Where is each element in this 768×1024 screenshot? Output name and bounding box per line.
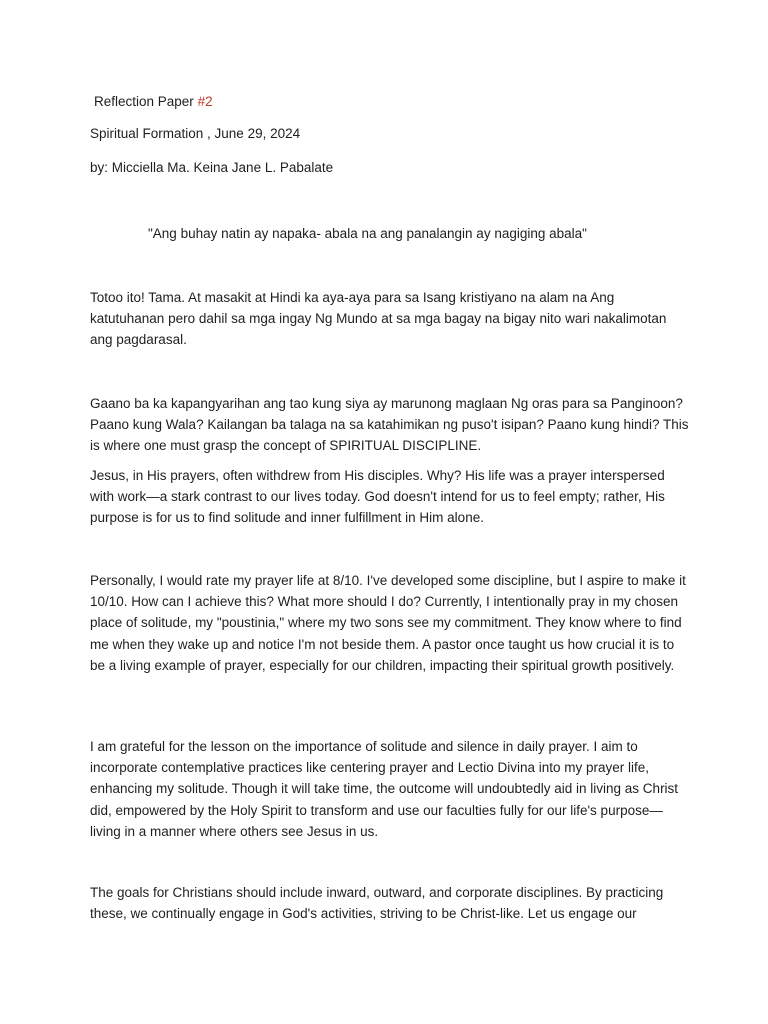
author-line: by: Micciella Ma. Keina Jane L. Pabalate <box>90 160 334 175</box>
quote-line: "Ang buhay natin ay napaka- abala na ang panalangin ay nagiging abala" <box>148 226 587 241</box>
paragraph-3: Jesus, in His prayers, often withdrew from His disciples. Why? His life was a prayer interspersed with work—a stark contrast to our lives today. God doesn't intend for us to feel empty; rather, His purpose is for us to find solitude and inner fulfillment in Him alone. <box>90 468 665 526</box>
subject-line: Spiritual Formation , June 29, 2024 <box>90 126 301 141</box>
paragraph-6: The goals for Christians should include inward, outward, and corporate disciplines. By practicing these, we continually engage in God's activities, striving to be Christ-like. Let us engage our <box>90 885 664 922</box>
document-title <box>94 91 213 112</box>
title-number: #2 <box>197 94 213 109</box>
paragraph-4: Personally, I would rate my prayer life at 8/10. I've developed some discipline, but I aspire to make it 10/10. How can I achieve this? What more should I do? Currently, I intentionally pray in my chosen place of solitude, my "poustinia," where my two sons see my commitment. They know where to find me when they wake up and notice I'm not beside them. A pastor once taught us how crucial it is to be a living example of prayer, especially for our children, impacting their spiritual growth positively. <box>90 573 686 673</box>
paragraph-2: Gaano ba ka kapangyarihan ang tao kung siya ay marunong maglaan Ng oras para sa Panginoon?Paano kung Wala? Kailangan ba talaga na sa katahimikan ng puso't isipan? Paano kung hindi? This is where one must grasp the concept of SPIRITUAL DISCIPLINE. <box>90 396 689 454</box>
title-prefix: Reflection Paper <box>94 94 198 109</box>
paragraph-5: I am grateful for the lesson on the importance of solitude and silence in daily prayer. I aim to incorporate contemplative practices like centering prayer and Lectio Divina into my prayer life, enhancing my solitude. Though it will take time, the outcome will undoubtedly aid in living as Christ did, empowered by the Holy Spirit to transform and use our faculties fully for our life's purpose—living in a manner where others see Jesus in us. <box>90 739 679 839</box>
paragraph-1: Totoo ito! Tama. At masakit at Hindi ka aya-aya para sa Isang kristiyano na alam na Ang katutuhanan pero dahil sa mga ingay Ng Mundo at sa mga bagay na bigay nito wari nakalimotan ang pagdarasal. <box>90 290 667 348</box>
